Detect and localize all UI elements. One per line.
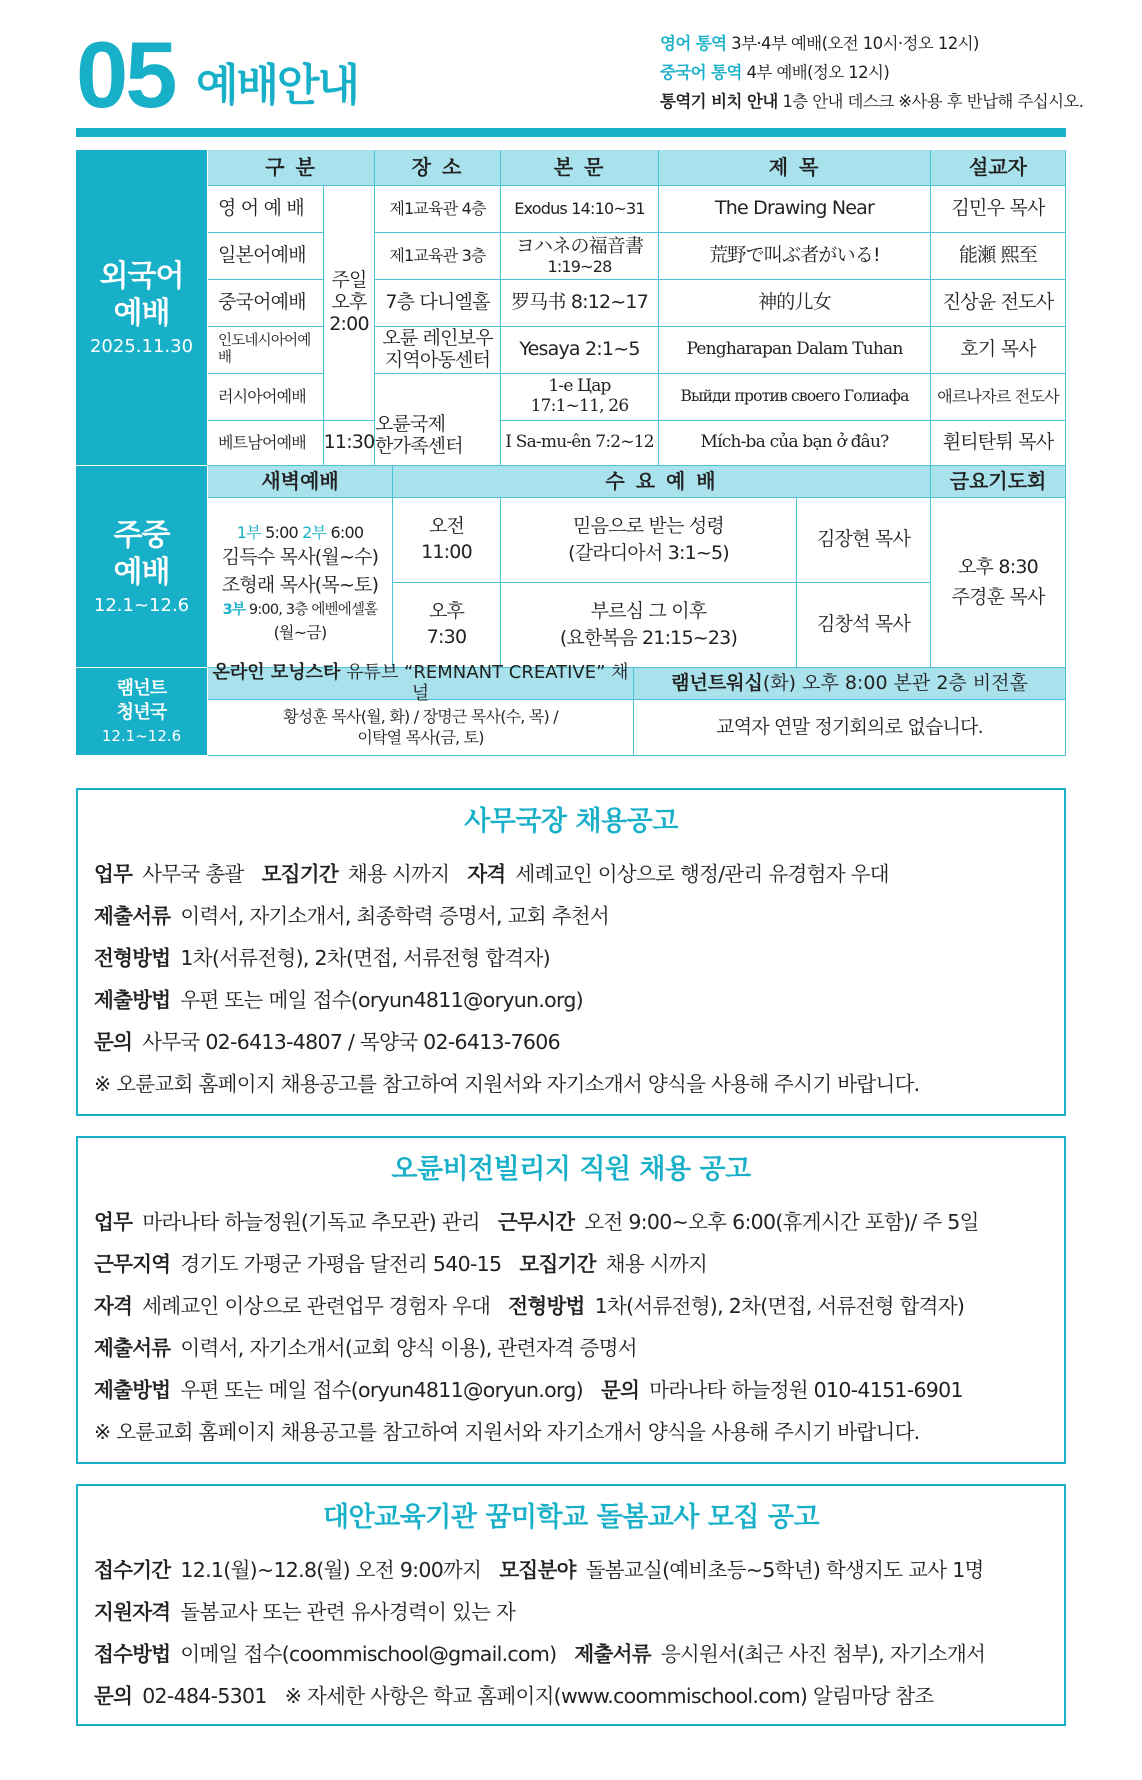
category-russian: 러시아어예배	[208, 374, 324, 421]
preacher-vietnamese: 휜티탄튀 목사	[931, 421, 1066, 466]
notice-title: 오륜비전빌리지 직원 채용 공고	[391, 1154, 751, 1185]
section-number: 05	[76, 22, 175, 127]
wednesday-worship-header: 수 요 예 배	[393, 466, 931, 498]
foreign-worship-label: 외국어 예배 2025.11.30	[76, 150, 208, 466]
notice-line: 근무지역 경기도 가평군 가평읍 달전리 540-15 모집기간 채용 시까지	[94, 1252, 708, 1276]
place-russian-vietnamese: 오륜국제 한가족센터	[375, 374, 501, 466]
notice-line: 접수방법 이메일 접수(coommischool@gmail.com) 제출서류 응시원서(최근 사진 첨부), 자기소개서	[94, 1642, 986, 1666]
notice-title: 대안교육기관 꿈미학교 돌봄교사 모집 공고	[322, 1502, 820, 1533]
header-divider	[76, 128, 1066, 137]
category-english: 영 어 예 배	[208, 186, 324, 233]
header-text: 본 문	[501, 150, 659, 186]
notice-line: 접수기간 12.1(월)~12.8(월) 오전 9:00까지 모집분야 돌봄교실(예비초등~5학년) 학생지도 교사 1명	[94, 1558, 984, 1582]
interpreter-device-note: 통역기 비치 안내 1층 안내 데스크 ※사용 후 반납해 주십시오.	[660, 92, 1084, 111]
english-interpretation-note: 영어 통역 3부·4부 예배(오전 10시·정오 12시)	[660, 34, 979, 53]
category-japanese: 일본어예배	[208, 233, 324, 280]
text-indonesian: Yesaya 2:1~5	[501, 327, 659, 374]
preacher-english: 김민우 목사	[931, 186, 1066, 233]
wednesday-am-sermon: 믿음으로 받는 성령 (갈라디아서 3:1~5)	[501, 498, 797, 583]
preacher-chinese: 진상윤 전도사	[931, 280, 1066, 327]
title-vietnamese: Mích-ba của bạn ở đâu?	[659, 421, 931, 466]
time-vietnamese: 11:30	[324, 421, 375, 466]
notice-office-director-hiring	[76, 788, 1066, 1116]
time-sunday-2pm: 주일 오후 2:00	[324, 186, 375, 421]
notice-line: 문의 02-484-5301 ※ 자세한 사항은 학교 홈페이지(www.coommischool.com) 알림마당 참조	[94, 1684, 934, 1708]
place-chinese: 7층 다니엘홀	[375, 280, 501, 327]
preacher-japanese: 能瀬 熙至	[931, 233, 1066, 280]
title-chinese: 神的儿女	[659, 280, 931, 327]
dawn-worship-header: 새벽예배	[208, 466, 393, 498]
notice-title: 사무국장 채용공고	[464, 806, 678, 837]
text-vietnamese: I Sa-mu-ên 7:2~12	[501, 421, 659, 466]
wednesday-am-preacher: 김장현 목사	[797, 498, 931, 583]
friday-prayer-details: 오후 8:30 주경훈 목사	[931, 498, 1066, 668]
notice-vision-village-hiring	[76, 1136, 1066, 1464]
header-title: 제 목	[659, 150, 931, 186]
title-russian: Выйди против своего Голиафа	[659, 374, 931, 421]
place-indonesian: 오륜 레인보우 지역아동센터	[375, 327, 501, 374]
weekday-worship-label: 주중 예배 12.1~12.6	[76, 466, 208, 668]
notice-line: 전형방법 1차(서류전형), 2차(면접, 서류전형 합격자)	[94, 946, 550, 970]
header-preacher: 설교자	[931, 150, 1066, 186]
category-vietnamese: 베트남어예배	[208, 421, 324, 466]
title-english: The Drawing Near	[659, 186, 931, 233]
notice-line: 업무 사무국 총괄 모집기간 채용 시까지 자격 세례교인 이상으로 행정/관리 유경험자 우대	[94, 862, 889, 886]
notice-line: 제출방법 우편 또는 메일 접수(oryun4811@oryun.org)	[94, 988, 583, 1012]
notice-line: 지원자격 돌봄교사 또는 관련 유사경력이 있는 자	[94, 1600, 516, 1624]
notice-footnote: ※ 오륜교회 홈페이지 채용공고를 참고하여 지원서와 자기소개서 양식을 사용해 주시기 바랍니다.	[94, 1420, 920, 1444]
online-morningstar-preachers: 황성훈 목사(월, 화) / 장명근 목사(수, 목) / 이탁열 목사(금, 토)	[208, 700, 634, 756]
text-chinese: 罗马书 8:12~17	[501, 280, 659, 327]
text-english: Exodus 14:10~31	[501, 186, 659, 233]
category-indonesian: 인도네시아어예배	[208, 327, 324, 374]
notice-line: 업무 마라나타 하늘정원(기독교 추모관) 관리 근무시간 오전 9:00~오후 6:00(휴게시간 포함)/ 주 5일	[94, 1210, 979, 1234]
wednesday-pm-preacher: 김창석 목사	[797, 583, 931, 668]
notice-line: 문의 사무국 02-6413-4807 / 목양국 02-6413-7606	[94, 1030, 560, 1054]
online-morningstar-header: 온라인 모닝스타 유튜브 “REMNANT CREATIVE” 채널	[208, 668, 634, 700]
notice-line: 자격 세례교인 이상으로 관련업무 경험자 우대 전형방법 1차(서류전형), 2차(면접, 서류전형 합격자)	[94, 1294, 965, 1318]
dawn-worship-details: 1부 5:00 2부 6:00 김득수 목사(월~수) 조형래 목사(목~토) 3부 9:00, 3층 에벤에셀홀 (월~금)	[208, 498, 393, 668]
place-english: 제1교육관 4층	[375, 186, 501, 233]
category-chinese: 중국어예배	[208, 280, 324, 327]
remnant-worship-notice: 교역자 연말 정기회의로 없습니다.	[634, 700, 1066, 756]
wednesday-pm-sermon: 부르심 그 이후 (요한복음 21:15~23)	[501, 583, 797, 668]
wednesday-pm-time: 오후 7:30	[393, 583, 501, 668]
place-japanese: 제1교육관 3층	[375, 233, 501, 280]
worship-schedule-table	[76, 150, 1066, 756]
preacher-indonesian: 호기 목사	[931, 327, 1066, 374]
title-indonesian: Pengharapan Dalam Tuhan	[659, 327, 931, 374]
remnant-youth-label: 램넌트 청년국 12.1~12.6	[76, 668, 208, 756]
notice-line: 제출서류 이력서, 자기소개서, 최종학력 증명서, 교회 추천서	[94, 904, 610, 928]
notice-line: 제출서류 이력서, 자기소개서(교회 양식 이용), 관련자격 증명서	[94, 1336, 637, 1360]
notice-care-teacher-recruitment	[76, 1484, 1066, 1726]
preacher-russian: 애르나자르 전도사	[931, 374, 1066, 421]
chinese-interpretation-note: 중국어 통역 4부 예배(정오 12시)	[660, 63, 890, 82]
header-place: 장 소	[375, 150, 501, 186]
header-category: 구 분	[208, 150, 375, 186]
notice-line: 제출방법 우편 또는 메일 접수(oryun4811@oryun.org) 문의 마라나타 하늘정원 010-4151-6901	[94, 1378, 963, 1402]
remnant-worship-header: 램넌트워십(화) 오후 8:00 본관 2층 비전홀	[634, 668, 1066, 700]
text-japanese: ヨハネの福音書 1:19~28	[501, 233, 659, 280]
page-title: 예배안내	[196, 60, 359, 111]
notice-footnote: ※ 오륜교회 홈페이지 채용공고를 참고하여 지원서와 자기소개서 양식을 사용해 주시기 바랍니다.	[94, 1072, 920, 1096]
wednesday-am-time: 오전 11:00	[393, 498, 501, 583]
text-russian: 1-е Цар 17:1~11, 26	[501, 374, 659, 421]
title-japanese: 荒野で叫ぶ者がいる!	[659, 233, 931, 280]
friday-prayer-header: 금요기도회	[931, 466, 1066, 498]
